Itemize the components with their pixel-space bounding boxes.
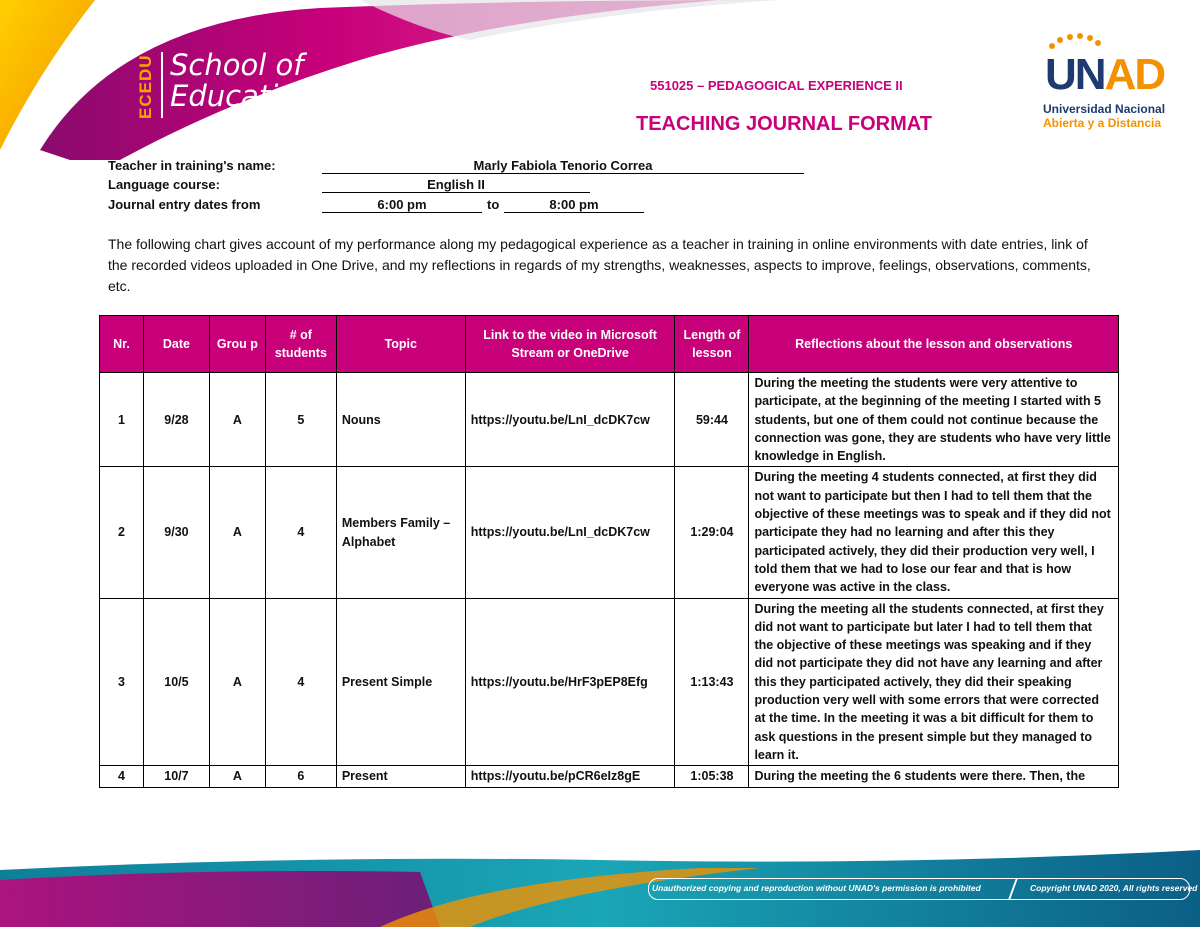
header-length: Length of lesson (675, 316, 749, 373)
cell-group: A (209, 766, 265, 787)
cell-reflection: During the meeting the 6 students were there. Then, the (749, 766, 1119, 787)
cell-students: 4 (265, 467, 336, 598)
cell-length: 1:13:43 (675, 598, 749, 766)
date-to-value: 8:00 pm (504, 197, 644, 213)
cell-video-link[interactable]: https://youtu.be/pCR6eIz8gE (465, 766, 675, 787)
dates-label: Journal entry dates from (108, 197, 261, 212)
school-line-2: Education (170, 79, 315, 113)
cell-date: 9/28 (143, 373, 209, 467)
cell-topic: Nouns (336, 373, 465, 467)
school-line-1: School of (170, 48, 304, 82)
header-date: Date (143, 316, 209, 373)
cell-students: 6 (265, 766, 336, 787)
cell-nr: 4 (100, 766, 144, 787)
header-nr: Nr. (100, 316, 144, 373)
date-from-value: 6:00 pm (322, 197, 482, 213)
cell-nr: 1 (100, 373, 144, 467)
cell-nr: 2 (100, 467, 144, 598)
cell-topic: Present Simple (336, 598, 465, 766)
table-row (100, 766, 1119, 787)
unad-subtitle-1: Universidad Nacional (1043, 102, 1166, 116)
header-link: Link to the video in Microsoft Stream or OneDrive (465, 316, 675, 373)
copyright-text: Copyright UNAD 2020, All rights reserved (1030, 883, 1198, 893)
cell-students: 5 (265, 373, 336, 467)
unad-logo-wordmark: UNAD (1045, 50, 1165, 99)
cell-group: A (209, 373, 265, 467)
header-reflections: Reflections about the lesson and observations (749, 316, 1119, 373)
course-value: English II (322, 177, 590, 193)
cell-video-link[interactable]: https://youtu.be/LnI_dcDK7cw (465, 467, 675, 598)
header-students: # of students (265, 316, 336, 373)
unad-subtitle-2: Abierta y a Distancia (1043, 116, 1162, 130)
cell-reflection: During the meeting all the students connected, at first they did not want to participate but later I had to tell them that the objective of these meetings was speaking and if they did not participate they did not have any learning and after this they participated actively, they did their speaking production very well with some errors that were corrected at the time. In the meeting it was a bit difficult for them to ask questions in the present simple but they managed to learn it. (749, 598, 1119, 766)
teacher-name-value: Marly Fabiola Tenorio Correa (322, 158, 804, 174)
copyright-notice: Unauthorized copying and reproduction without UNAD's permission is prohibited (652, 883, 981, 893)
to-label: to (487, 197, 500, 212)
cell-video-link[interactable]: https://youtu.be/LnI_dcDK7cw (465, 373, 675, 467)
cell-group: A (209, 598, 265, 766)
logo-divider (161, 52, 163, 118)
ecedu-logo-label: ECEDU (136, 54, 155, 120)
school-of-education-logo (170, 50, 314, 112)
journal-table (99, 315, 1119, 788)
cell-topic: Members Family – Alphabet (336, 467, 465, 598)
header-group: Grou p (209, 316, 265, 373)
cell-date: 9/30 (143, 467, 209, 598)
cell-reflection: During the meeting 4 students connected, at first they did not want to participate but then I had to tell them that the objective of these meetings was to speak and if they did not participate they had no learning and after this they participated actively, they did their production very well, I told them that we had to lose our fear and that is how everyone was active in the class. (749, 467, 1119, 598)
cell-date: 10/7 (143, 766, 209, 787)
cell-video-link[interactable]: https://youtu.be/HrF3pEP8Efg (465, 598, 675, 766)
cell-topic: Present (336, 766, 465, 787)
course-code: 551025 – PEDAGOGICAL EXPERIENCE II (650, 78, 903, 93)
table-header-row (100, 316, 1119, 373)
table-row (100, 467, 1119, 598)
teacher-label: Teacher in training's name: (108, 158, 276, 173)
cell-length: 59:44 (675, 373, 749, 467)
cell-length: 1:29:04 (675, 467, 749, 598)
page-title: TEACHING JOURNAL FORMAT (636, 113, 932, 135)
header-topic: Topic (336, 316, 465, 373)
cell-nr: 3 (100, 598, 144, 766)
table-row (100, 598, 1119, 766)
course-label: Language course: (108, 177, 220, 192)
intro-paragraph: The following chart gives account of my performance along my pedagogical experience as a teacher in training in online environments with date entries, link of the recorded videos uploaded in One Drive, and my reflections in regards of my strengths, weaknesses, aspects to improve, feelings, observations, comments, etc. (108, 236, 1091, 294)
cell-length: 1:05:38 (675, 766, 749, 787)
cell-date: 10/5 (143, 598, 209, 766)
cell-group: A (209, 467, 265, 598)
cell-reflection: During the meeting the students were very attentive to participate, at the beginning of the meeting I started with 5 students, but one of them could not continue because the connection was gone, they are students who have very little knowledge in English. (749, 373, 1119, 467)
cell-students: 4 (265, 598, 336, 766)
table-row (100, 373, 1119, 467)
